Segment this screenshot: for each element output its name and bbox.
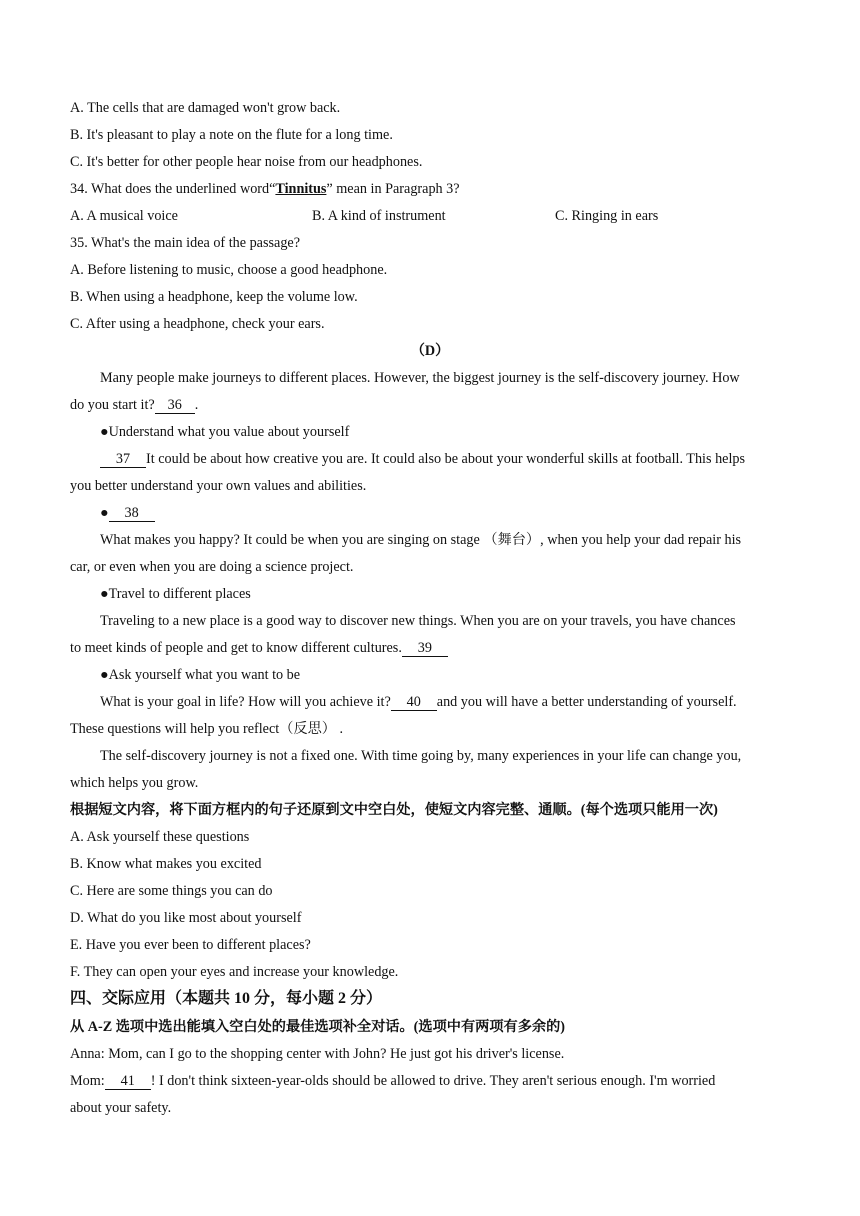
underlined-word: Tinnitus bbox=[275, 181, 327, 197]
passage-p6-line1: The self-discovery journey is not a fixed one. With time going by, many experiences in your life can change you, bbox=[100, 748, 742, 764]
blank-39: 39 bbox=[402, 641, 448, 657]
blank-41: 41 bbox=[105, 1074, 151, 1090]
q34-option-c: C. Ringing in ears bbox=[555, 208, 659, 224]
blank-38: 38 bbox=[109, 506, 155, 522]
bullet-mark: ● bbox=[100, 505, 109, 521]
q33-option-a: A. The cells that are damaged won't grow back. bbox=[70, 100, 341, 116]
passage-p1-line1: Many people make journeys to different places. However, the biggest journey is the self-discovery journey. How bbox=[100, 370, 740, 386]
section-d-option-c: C. Here are some things you can do bbox=[70, 883, 273, 899]
section-4-heading: 四、交际应用（本题共 10 分，每小题 2 分） bbox=[70, 990, 383, 1007]
passage-p5-line2: These questions will help you reflect（反思） . bbox=[70, 721, 344, 737]
passage-p2-line1 bbox=[100, 450, 745, 468]
q34-stem-pre: 34. What does the underlined word“ bbox=[70, 181, 276, 197]
passage-text: . bbox=[194, 397, 199, 413]
speaker-label: Mom: bbox=[70, 1073, 105, 1089]
q34-option-b: B. A kind of instrument bbox=[312, 208, 446, 224]
passage-text: and you will have a better understanding of yourself. bbox=[436, 694, 737, 710]
q35-option-b: B. When using a headphone, keep the volume low. bbox=[70, 289, 358, 305]
q34-stem-post: ” mean in Paragraph 3? bbox=[326, 181, 460, 197]
dialogue-text: ! I don't think sixteen-year-olds should be allowed to drive. They aren't serious enough. I'm worried bbox=[150, 1073, 716, 1089]
bullet-heading-2 bbox=[100, 504, 155, 522]
bullet-heading-1: ●Understand what you value about yourself bbox=[100, 424, 350, 440]
passage-text: It could be about how creative you are. It could also be about your wonderful skills at football. This helps bbox=[146, 451, 746, 467]
section-d-instruction: 根据短文内容，将下面方框内的句子还原到文中空白处，使短文内容完整、通顺。(每个选项只能用一次) bbox=[70, 802, 718, 818]
section-4-instruction: 从 A-Z 选项中选出能填入空白处的最佳选项补全对话。(选项中有两项有多余的) bbox=[70, 1019, 565, 1035]
passage-p3-line2: car, or even when you are doing a science project. bbox=[70, 559, 354, 575]
q34-option-a: A. A musical voice bbox=[70, 208, 178, 224]
section-d-option-e: E. Have you ever been to different places? bbox=[70, 937, 311, 953]
q34-stem bbox=[70, 180, 460, 198]
passage-p6-line2: which helps you grow. bbox=[70, 775, 199, 791]
section-d-title: （D） bbox=[410, 343, 450, 359]
passage-p2-line2: you better understand your own values and abilities. bbox=[70, 478, 367, 494]
q35-stem: 35. What's the main idea of the passage? bbox=[70, 235, 301, 251]
q35-option-c: C. After using a headphone, check your ears. bbox=[70, 316, 325, 332]
q33-option-c: C. It's better for other people hear noise from our headphones. bbox=[70, 154, 423, 170]
passage-text: to meet kinds of people and get to know different cultures. bbox=[70, 640, 402, 656]
dialogue-mom-line1 bbox=[70, 1072, 715, 1090]
passage-p5-line1 bbox=[100, 693, 737, 711]
passage-p4-line2 bbox=[70, 639, 448, 657]
passage-p4-line1: Traveling to a new place is a good way to discover new things. When you are on your travels, you have chances bbox=[100, 613, 736, 629]
blank-37: 37 bbox=[100, 452, 146, 468]
passage-p1-line2 bbox=[70, 396, 198, 414]
dialogue-mom-line2: about your safety. bbox=[70, 1100, 172, 1116]
q34-options bbox=[70, 207, 790, 225]
bullet-heading-4: ●Ask yourself what you want to be bbox=[100, 667, 301, 683]
section-d-option-f: F. They can open your eyes and increase your knowledge. bbox=[70, 964, 399, 980]
passage-text: do you start it? bbox=[70, 397, 155, 413]
blank-40: 40 bbox=[391, 695, 437, 711]
dialogue-anna: Anna: Mom, can I go to the shopping center with John? He just got his driver's license. bbox=[70, 1046, 565, 1062]
passage-text: What is your goal in life? How will you achieve it? bbox=[100, 694, 391, 710]
bullet-heading-3: ●Travel to different places bbox=[100, 586, 251, 602]
q35-option-a: A. Before listening to music, choose a good headphone. bbox=[70, 262, 388, 278]
passage-p3-line1: What makes you happy? It could be when you are singing on stage （舞台）, when you help your dad repair his bbox=[100, 532, 742, 548]
q33-option-b: B. It's pleasant to play a note on the flute for a long time. bbox=[70, 127, 393, 143]
blank-36: 36 bbox=[155, 398, 195, 414]
section-d-option-d: D. What do you like most about yourself bbox=[70, 910, 302, 926]
section-d-option-a: A. Ask yourself these questions bbox=[70, 829, 250, 845]
section-d-option-b: B. Know what makes you excited bbox=[70, 856, 262, 872]
